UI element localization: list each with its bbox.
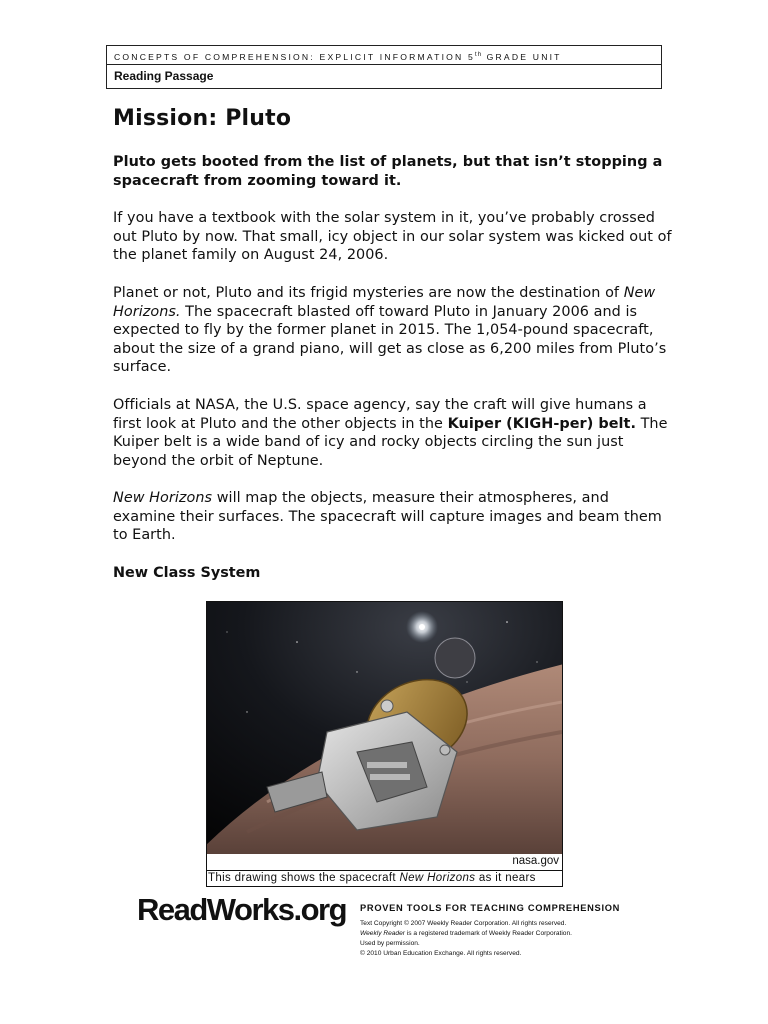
readworks-logo: ReadWorks.org <box>137 892 347 927</box>
copyright-notice: Text Copyright © 2007 Weekly Reader Corporation. All rights reserved. Weekly Reader is a registered trademark of Weekly Reader Corporation. Used by permission. © 2010 Urban Education Exchange. All rights reserved. <box>360 920 572 957</box>
figure-caption: This drawing shows the spacecraft New Horizons as it nears <box>207 870 562 886</box>
footer-tagline: PROVEN TOOLS FOR TEACHING COMPREHENSION <box>360 903 621 913</box>
unit-title: CONCEPTS OF COMPREHENSION: EXPLICIT INFORMATION 5th GRADE UNIT <box>107 46 661 65</box>
article-title: Mission: Pluto <box>113 106 292 131</box>
paragraph-2: Planet or not, Pluto and its frigid mysteries are now the destination of New Horizons. The spacecraft blasted off toward Pluto in January 2006 and is expected to fly by the former planet in 2015. The 1,054-pound spacecraft, about the size of a grand piano, will get as close as 6,200 miles from Pluto’s surface. <box>113 285 667 376</box>
paragraph-4: New Horizons will map the objects, measure their atmospheres, and examine their surfaces. The spacecraft will capture images and beam them to Earth. <box>113 490 662 544</box>
unit-header <box>106 45 662 89</box>
image-credit: nasa.gov <box>512 855 559 867</box>
section-heading: New Class System <box>113 565 261 581</box>
paragraph-3: Officials at NASA, the U.S. space agency, say the craft will give humans a first look at Pluto and the other objects in the Kuiper (KIGH-per) belt. The Kuiper belt is a wide band of icy and rocky objects circling the sun just beyond the orbit of Neptune. <box>113 397 668 469</box>
paragraph-1: If you have a textbook with the solar system in it, you’ve probably crossed out Pluto by now. That small, icy object in our solar system was kicked out of the planet family on August 24, 2006. <box>113 210 672 264</box>
article-deck: Pluto gets booted from the list of planets, but that isn’t stopping a spacecraft from zooming toward it. <box>113 154 663 189</box>
section-label: Reading Passage <box>114 69 214 83</box>
spacecraft-illustration <box>207 602 562 854</box>
figure <box>206 601 563 887</box>
